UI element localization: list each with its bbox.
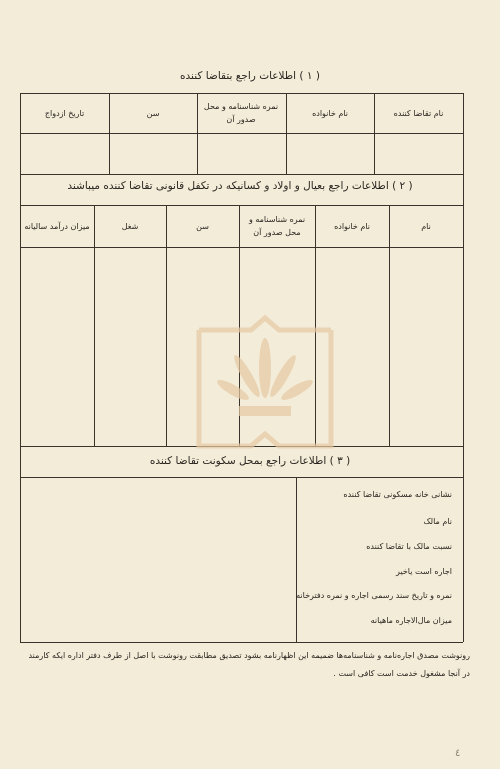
- section1-header-rule: [20, 133, 463, 134]
- section2-header-id: نمره شناسنامه و محل صدور آن: [248, 215, 306, 237]
- border-left: [20, 93, 21, 642]
- page-mark: ٤: [455, 748, 461, 759]
- border-bottom: [20, 642, 463, 643]
- address-label: نشانی خانه مسکونی تقاضا کننده: [343, 490, 452, 499]
- section2-header-income: میزان درآمد سالیانه: [24, 221, 90, 231]
- border-right: [463, 93, 464, 642]
- section1-header-age: سن: [146, 108, 160, 118]
- footer-note: [25, 647, 470, 683]
- section3-top-rule: [20, 477, 463, 478]
- section3-title: ( ۳ ) اطلاعات راجع بمحل سکونت تقاضا کننده: [149, 455, 351, 467]
- rental-status-label: اجاره است یاخیر: [396, 567, 452, 576]
- section2-header-occupation: شغل: [121, 221, 139, 231]
- section1-bottom-rule: [20, 174, 463, 175]
- lease-document-label: نمره و تاریخ سند رسمی اجاره و نمره دفترخانه: [296, 591, 452, 600]
- section1-header-marriage-date: تاریخ ازدواج: [44, 108, 85, 118]
- section1-header-id: نمره شناسنامه و محل صدور آن: [203, 102, 279, 124]
- section2-header-age: سن: [196, 221, 209, 231]
- library-watermark-icon: [193, 310, 337, 452]
- section3-col-divider: [296, 477, 297, 642]
- section1-header-family: نام خانواده: [312, 108, 348, 118]
- section2-header-name: نام: [421, 221, 431, 231]
- footer-line1: رونوشت مصدق اجاره‌نامه و شناسنامه‌ها ضمیمه این اظهارنامه بشود تصدیق مطابقت رونوشت با اصل از طرف دفتر اداره ایکه کارمند: [28, 651, 470, 660]
- section2-header-rule: [20, 247, 463, 248]
- section1-header-name: نام تقاضا کننده: [393, 108, 444, 118]
- section1-col-divider: [197, 93, 198, 174]
- section1-title: ( ۱ ) اطلاعات راجع بتقاضا کننده: [180, 70, 320, 82]
- owner-relation-label: نسبت مالک با تقاضا کننده: [366, 542, 452, 551]
- monthly-rent-label: میزان مال‌الاجاره ماهیانه: [370, 616, 452, 625]
- section2-header-family: نام خانواده: [334, 221, 370, 231]
- section2-title: ( ۲ ) اطلاعات راجع بعیال و اولاد و کسانیکه در تکفل قانونی تقاضا کننده میباشند: [67, 180, 413, 192]
- owner-name-label: نام مالک: [423, 517, 452, 526]
- footer-line2: در آنجا مشغول خدمت است کافی است .: [333, 669, 470, 678]
